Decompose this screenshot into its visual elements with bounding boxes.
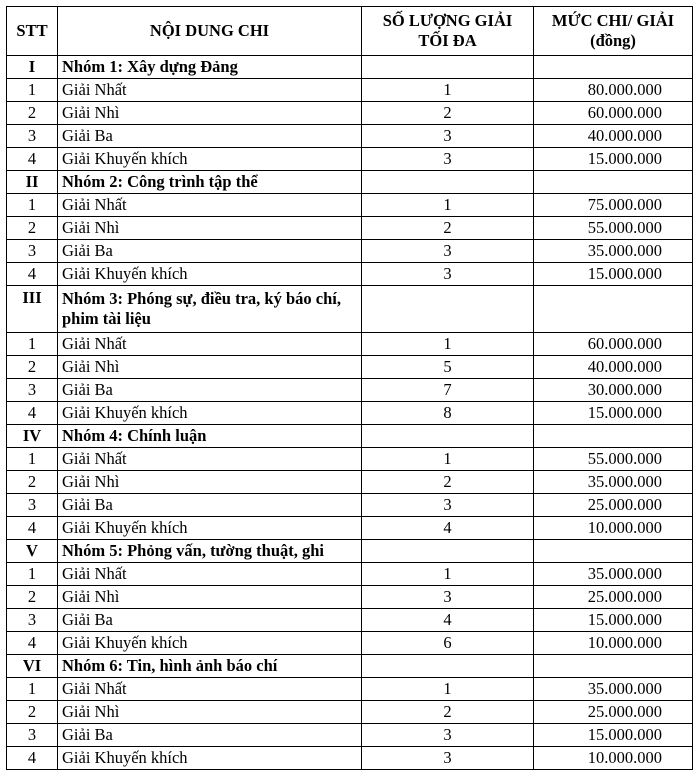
row-amount: 15.000.000 (534, 148, 693, 171)
table-row (7, 609, 693, 632)
row-label: Giải Khuyến khích (58, 148, 362, 171)
row-label: Giải Ba (58, 609, 362, 632)
row-label: Giải Khuyến khích (58, 632, 362, 655)
row-amount: 30.000.000 (534, 379, 693, 402)
group-empty-amount (534, 171, 693, 194)
row-label: Giải Ba (58, 494, 362, 517)
group-name: Nhóm 2: Công trình tập thể (58, 171, 362, 194)
row-quantity: 1 (362, 563, 534, 586)
table-row (7, 148, 693, 171)
group-row (7, 286, 693, 333)
table-row (7, 194, 693, 217)
row-amount: 10.000.000 (534, 517, 693, 540)
row-label: Giải Nhất (58, 678, 362, 701)
row-quantity: 2 (362, 471, 534, 494)
group-row (7, 425, 693, 448)
row-quantity: 3 (362, 747, 534, 770)
group-name: Nhóm 6: Tin, hình ảnh báo chí (58, 655, 362, 678)
group-empty-qty (362, 425, 534, 448)
row-stt: 4 (7, 517, 58, 540)
row-stt: 2 (7, 471, 58, 494)
row-quantity: 1 (362, 194, 534, 217)
row-amount: 35.000.000 (534, 563, 693, 586)
row-amount: 25.000.000 (534, 494, 693, 517)
row-amount: 10.000.000 (534, 747, 693, 770)
row-amount: 15.000.000 (534, 402, 693, 425)
table-row (7, 517, 693, 540)
row-amount: 10.000.000 (534, 632, 693, 655)
row-label: Giải Nhất (58, 448, 362, 471)
row-stt: 1 (7, 448, 58, 471)
group-empty-amount (534, 286, 693, 333)
row-amount: 75.000.000 (534, 194, 693, 217)
row-label: Giải Nhất (58, 563, 362, 586)
row-label: Giải Nhất (58, 194, 362, 217)
row-quantity: 1 (362, 448, 534, 471)
table-row (7, 379, 693, 402)
group-empty-amount (534, 655, 693, 678)
row-quantity: 4 (362, 517, 534, 540)
header-content: NỘI DUNG CHI (58, 7, 362, 56)
row-quantity: 4 (362, 609, 534, 632)
row-label: Giải Nhì (58, 217, 362, 240)
row-stt: 1 (7, 333, 58, 356)
group-roman: II (7, 171, 58, 194)
group-empty-qty (362, 171, 534, 194)
row-amount: 15.000.000 (534, 609, 693, 632)
group-empty-qty (362, 540, 534, 563)
row-stt: 2 (7, 701, 58, 724)
row-stt: 4 (7, 148, 58, 171)
row-amount: 25.000.000 (534, 701, 693, 724)
row-label: Giải Khuyến khích (58, 263, 362, 286)
table-row (7, 724, 693, 747)
table-row (7, 240, 693, 263)
group-empty-amount (534, 56, 693, 79)
row-amount: 35.000.000 (534, 471, 693, 494)
row-label: Giải Ba (58, 240, 362, 263)
row-quantity: 5 (362, 356, 534, 379)
group-row (7, 56, 693, 79)
group-name: Nhóm 5: Phỏng vấn, tường thuật, ghi (58, 540, 362, 563)
table-row (7, 263, 693, 286)
row-amount: 25.000.000 (534, 586, 693, 609)
row-quantity: 3 (362, 724, 534, 747)
row-label: Giải Nhất (58, 79, 362, 102)
group-empty-qty (362, 655, 534, 678)
table-row (7, 448, 693, 471)
row-label: Giải Nhì (58, 701, 362, 724)
row-quantity: 3 (362, 263, 534, 286)
row-quantity: 2 (362, 102, 534, 125)
table-row (7, 217, 693, 240)
row-label: Giải Khuyến khích (58, 402, 362, 425)
group-roman: III (7, 286, 58, 333)
row-stt: 1 (7, 79, 58, 102)
row-amount: 35.000.000 (534, 240, 693, 263)
table-row (7, 79, 693, 102)
row-label: Giải Nhì (58, 102, 362, 125)
row-quantity: 7 (362, 379, 534, 402)
row-amount: 55.000.000 (534, 217, 693, 240)
row-stt: 1 (7, 678, 58, 701)
row-amount: 35.000.000 (534, 678, 693, 701)
row-quantity: 6 (362, 632, 534, 655)
group-roman: IV (7, 425, 58, 448)
row-quantity: 1 (362, 678, 534, 701)
row-quantity: 2 (362, 217, 534, 240)
table-row (7, 563, 693, 586)
group-roman: V (7, 540, 58, 563)
row-amount: 40.000.000 (534, 125, 693, 148)
row-quantity: 1 (362, 333, 534, 356)
row-label: Giải Ba (58, 379, 362, 402)
row-stt: 3 (7, 379, 58, 402)
header-stt: STT (7, 7, 58, 56)
row-stt: 3 (7, 494, 58, 517)
row-label: Giải Khuyến khích (58, 747, 362, 770)
table-row (7, 471, 693, 494)
row-label: Giải Khuyến khích (58, 517, 362, 540)
row-stt: 2 (7, 217, 58, 240)
row-amount: 60.000.000 (534, 333, 693, 356)
row-stt: 4 (7, 747, 58, 770)
group-name: Nhóm 3: Phóng sự, điều tra, ký báo chí, phim tài liệu (58, 286, 362, 333)
row-stt: 1 (7, 194, 58, 217)
table-body (7, 56, 693, 770)
group-empty-amount (534, 540, 693, 563)
group-row (7, 655, 693, 678)
row-amount: 15.000.000 (534, 724, 693, 747)
row-quantity: 8 (362, 402, 534, 425)
row-quantity: 3 (362, 125, 534, 148)
group-roman: I (7, 56, 58, 79)
table-row (7, 494, 693, 517)
row-stt: 3 (7, 609, 58, 632)
row-amount: 80.000.000 (534, 79, 693, 102)
table-row (7, 701, 693, 724)
row-quantity: 1 (362, 79, 534, 102)
group-row (7, 171, 693, 194)
row-quantity: 3 (362, 494, 534, 517)
row-stt: 3 (7, 724, 58, 747)
row-quantity: 3 (362, 148, 534, 171)
row-quantity: 3 (362, 586, 534, 609)
row-quantity: 2 (362, 701, 534, 724)
table-row (7, 402, 693, 425)
row-quantity: 3 (362, 240, 534, 263)
table-row (7, 125, 693, 148)
table-row (7, 747, 693, 770)
table-row (7, 632, 693, 655)
row-amount: 15.000.000 (534, 263, 693, 286)
row-label: Giải Nhì (58, 586, 362, 609)
row-stt: 3 (7, 125, 58, 148)
group-empty-amount (534, 425, 693, 448)
row-amount: 60.000.000 (534, 102, 693, 125)
row-stt: 2 (7, 356, 58, 379)
group-empty-qty (362, 56, 534, 79)
group-name: Nhóm 1: Xây dựng Đảng (58, 56, 362, 79)
row-stt: 3 (7, 240, 58, 263)
group-name: Nhóm 4: Chính luận (58, 425, 362, 448)
table-row (7, 678, 693, 701)
row-stt: 2 (7, 102, 58, 125)
row-label: Giải Nhì (58, 471, 362, 494)
row-label: Giải Nhì (58, 356, 362, 379)
row-label: Giải Ba (58, 724, 362, 747)
header-quantity: SỐ LƯỢNG GIẢI TỐI ĐA (362, 7, 534, 56)
group-row (7, 540, 693, 563)
prize-budget-table (6, 6, 693, 770)
table-row (7, 356, 693, 379)
group-roman: VI (7, 655, 58, 678)
row-stt: 4 (7, 632, 58, 655)
header-row (7, 7, 693, 56)
row-amount: 40.000.000 (534, 356, 693, 379)
row-stt: 1 (7, 563, 58, 586)
group-empty-qty (362, 286, 534, 333)
table-row (7, 102, 693, 125)
row-stt: 4 (7, 402, 58, 425)
header-amount: MỨC CHI/ GIẢI (đồng) (534, 7, 693, 56)
row-label: Giải Ba (58, 125, 362, 148)
row-stt: 4 (7, 263, 58, 286)
row-stt: 2 (7, 586, 58, 609)
table-row (7, 333, 693, 356)
table-row (7, 586, 693, 609)
row-amount: 55.000.000 (534, 448, 693, 471)
row-label: Giải Nhất (58, 333, 362, 356)
